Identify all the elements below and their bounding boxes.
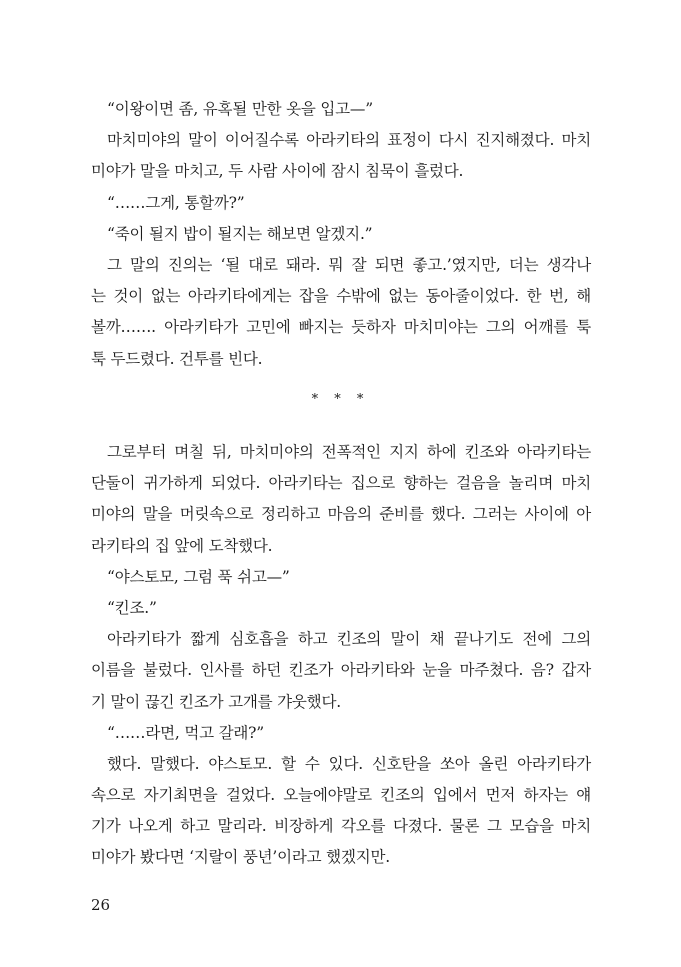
text-line: 라키타의 집 앞에 도착했다. xyxy=(91,536,273,555)
text-line: “……그게, 통할까?” xyxy=(107,193,245,212)
text-line: 아라키타가 짧게 심호흡을 하고 킨조의 말이 채 끝나기도 전에 그의 xyxy=(107,630,591,649)
text-line: 미야가 봤다면 ‘지랄이 풍년’이라고 했겠지만. xyxy=(91,848,391,867)
text-line: 는 것이 없는 아라키타에게는 잡을 수밖에 없는 동아줄이었다. 한 번, 해 xyxy=(91,287,591,306)
text-line: 마치미야의 말이 이어질수록 아라키타의 표정이 다시 진지해졌다. 마치 xyxy=(107,131,591,150)
text-line: “……라면, 먹고 갈래?” xyxy=(107,723,264,742)
text-line: 기가 나오게 하고 말리라. 비장하게 각오를 다졌다. 물론 그 모습을 마치 xyxy=(91,817,591,836)
text-line: 이름을 불렀다. 인사를 하던 킨조가 아라키타와 눈을 마주쳤다. 음? 갑자 xyxy=(91,661,591,680)
text-line: 미야가 말을 마치고, 두 사람 사이에 잠시 침묵이 흘렀다. xyxy=(91,162,464,181)
text-line: “킨조.” xyxy=(107,598,157,617)
page-number: 26 xyxy=(91,896,111,914)
text-line: 기 말이 끊긴 킨조가 고개를 갸웃했다. xyxy=(91,692,341,711)
text-line: 단둘이 귀가하게 되었다. 아라키타는 집으로 향하는 걸음을 놀리며 마치 xyxy=(91,474,591,493)
text-line: 미야의 말을 머릿속으로 정리하고 마음의 준비를 했다. 그러는 사이에 아 xyxy=(91,505,591,524)
text-line: 그로부터 며칠 뒤, 마치미야의 전폭적인 지지 하에 킨조와 아라키타는 xyxy=(107,443,591,461)
text-line: 볼까……. 아라키타가 고민에 빠지는 듯하자 마치미야는 그의 어깨를 툭 xyxy=(91,318,591,337)
section-1-text xyxy=(91,94,591,375)
text-line: 했다. 말했다. 야스토모. 할 수 있다. 신호탄을 쏘아 올린 아라키타가 xyxy=(107,754,591,773)
text-line: 툭 두드렸다. 건투를 빈다. xyxy=(91,349,263,368)
text-line: 속으로 자기최면을 걸었다. 오늘에야말로 킨조의 입에서 먼저 하자는 얘 xyxy=(91,786,591,805)
scene-separator: * * * xyxy=(311,392,370,407)
text-line: “야스토모, 그럼 푹 쉬고—” xyxy=(107,567,290,586)
text-line: “죽이 될지 밥이 될지는 해보면 알겠지.” xyxy=(107,224,373,243)
text-line: “이왕이면 좀, 유혹될 만한 옷을 입고—” xyxy=(107,100,373,118)
text-line: 그 말의 진의는 ‘될 대로 돼라. 뭐 잘 되면 좋고.’였지만, 더는 생각나 xyxy=(107,255,591,274)
section-2-text xyxy=(91,437,591,874)
